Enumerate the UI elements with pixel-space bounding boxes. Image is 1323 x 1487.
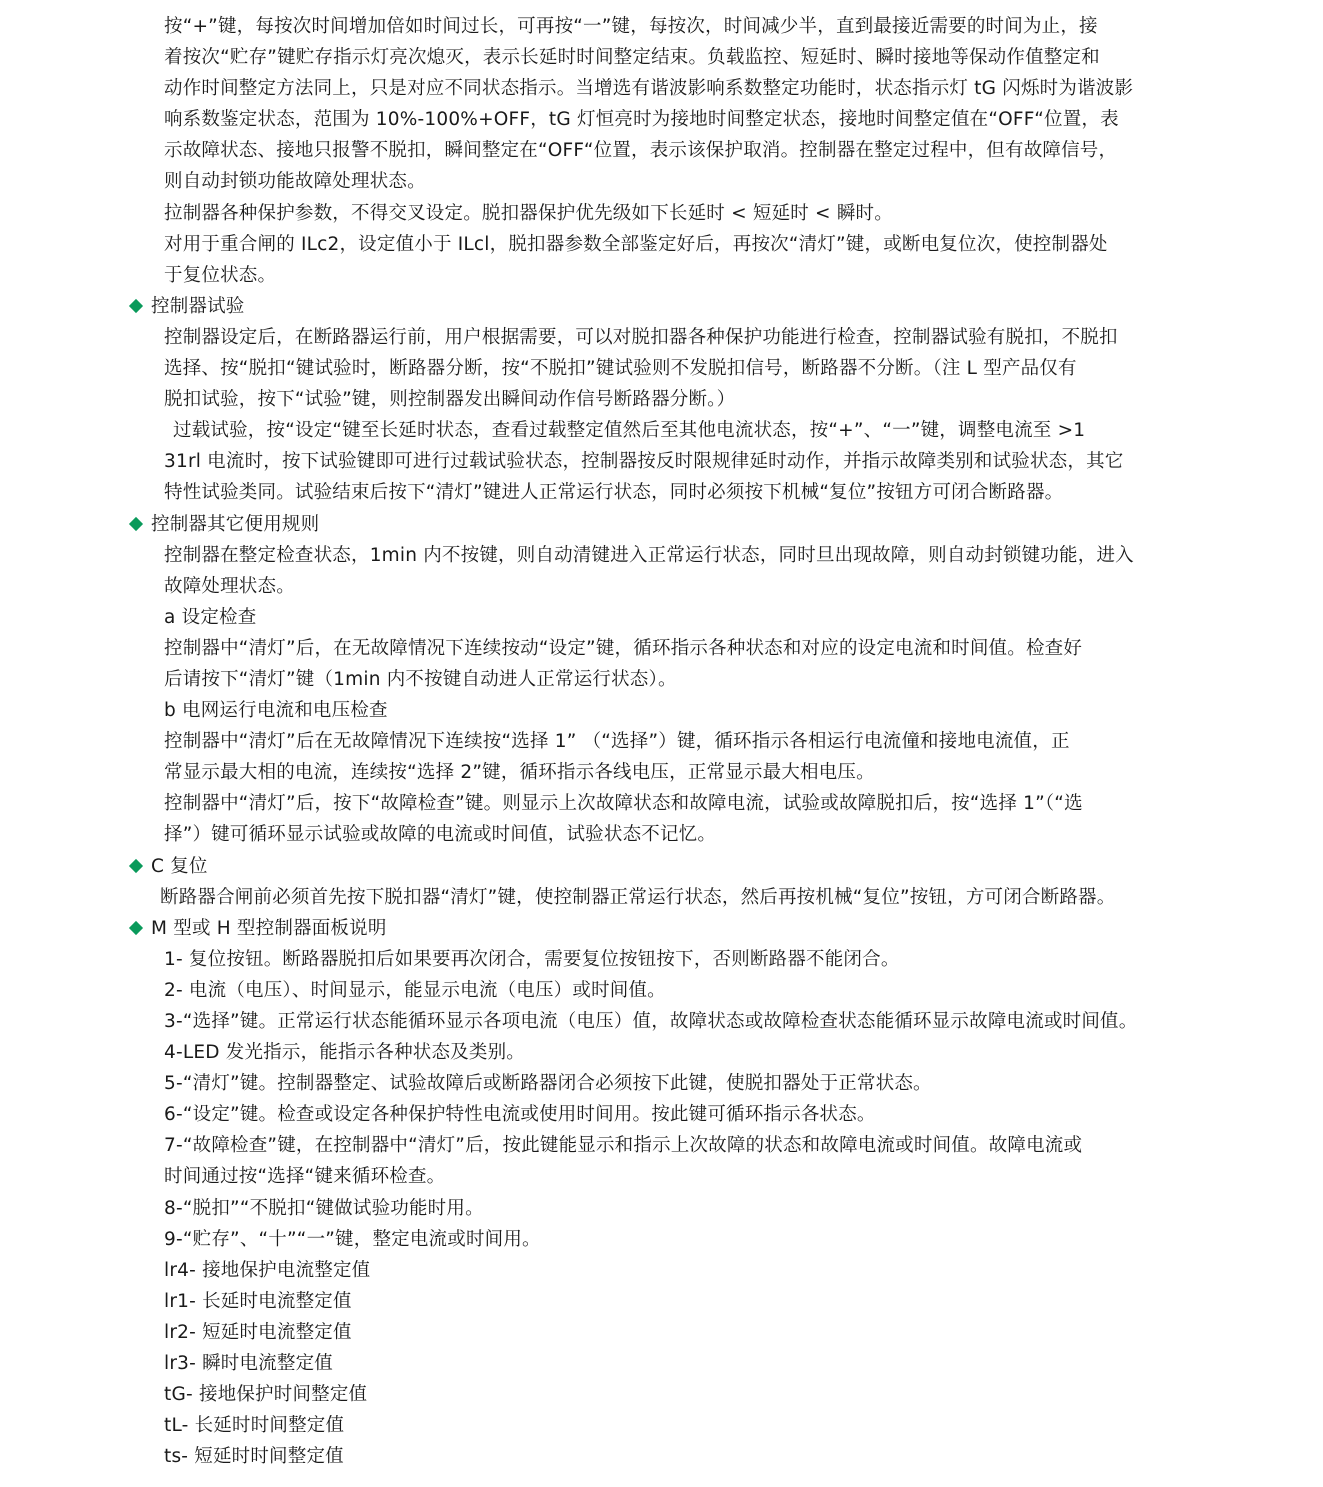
subsection-label: b 电网运行电流和电压检查 (164, 700, 388, 722)
text-line (0, 229, 1323, 260)
paragraph-text: 选择、按“脱扣“键试验时，断路器分断，按“不脱扣”键试验则不发脱扣信号，断路器不分断。（注 L 型产品仅有 (164, 358, 1077, 380)
list-item-text: 2- 电流（电压）、时间显示，能显示电流（电压）或时间值。 (164, 979, 666, 1001)
text-line (0, 198, 1323, 229)
paragraph-text: 常显示最大相的电流，连续按“选择 2”键，循环指示各线电压，正常显示最大相电压。 (164, 762, 875, 784)
list-item (0, 1037, 1323, 1068)
paragraph-text: 于复位状态。 (164, 264, 277, 286)
list-item (0, 1068, 1323, 1099)
paragraph-text: 脱扣试验，按下“试验”键，则控制器发出瞬间动作信号断路器分断。） (164, 389, 736, 411)
definition-text: lr4- 接地保护电流整定值 (164, 1259, 371, 1281)
text-line (0, 602, 1323, 633)
paragraph-text: 特性试验类同。试验结束后按下“清灯”键进人正常运行状态，同时必须按下机械“复位”按钮方可闭合断路器。 (164, 482, 1064, 504)
paragraph-text: 控制器中“清灯”后，在无故障情况下连续按动“设定”键，循环指示各种状态和对应的设定电流和时间值。检查好 (164, 637, 1083, 659)
definition-text: lr3- 瞬时电流整定值 (164, 1353, 333, 1375)
diamond-bullet-icon (129, 859, 143, 873)
list-item (0, 1099, 1323, 1130)
definition-item (0, 1317, 1323, 1348)
list-item-text: 时间通过按“选择“键来循环检查。 (164, 1166, 446, 1188)
diamond-bullet-icon (129, 921, 143, 935)
definition-item (0, 1348, 1323, 1379)
text-line (0, 135, 1323, 166)
text-line (0, 73, 1323, 104)
text-line (0, 322, 1323, 353)
list-item-text: 8-“脱扣”“不脱扣“键做试验功能时用。 (164, 1197, 484, 1219)
list-item (0, 1193, 1323, 1224)
paragraph-text: 动作时间整定方法同上，只是对应不同状态指示。当增选有谐波影响系数整定功能时，状态指示灯 tG 闪烁时为谐波影 (164, 78, 1134, 100)
list-item-text: 9-“贮存”、“十”“一”键，整定电流或时间用。 (164, 1228, 541, 1250)
definition-item (0, 1410, 1323, 1441)
text-line (0, 757, 1323, 788)
section-heading (0, 291, 1323, 322)
definition-text: lr1- 长延时电流整定值 (164, 1290, 352, 1312)
text-line (0, 819, 1323, 850)
section-heading (0, 851, 1323, 882)
list-item-text: 5-“清灯”键。控制器整定、试验故障后或断路器闭合必须按下此键，使脱扣器处于正常状态。 (164, 1073, 932, 1095)
section-heading (0, 913, 1323, 944)
list-item (0, 944, 1323, 975)
paragraph-text: 则自动封锁功能故障处理状态。 (164, 171, 426, 193)
text-line (0, 260, 1323, 291)
text-line (0, 166, 1323, 197)
paragraph-text: 着按次“贮存”键贮存指示灯亮次熄灭，表示长延时时间整定结束。负载监控、短延时、瞬时接地等保动作值整定和 (164, 47, 1100, 69)
paragraph-text: 拉制器各种保护参数，不得交叉设定。脱扣器保护优先级如下长延时 < 短延时 < 瞬时。 (164, 202, 893, 224)
document-page (0, 11, 1323, 1472)
paragraph-text: 31rl 电流时，按下试验键即可进行过载试验状态，控制器按反时限规律延时动作，并指示故障类别和试验状态，其它 (164, 451, 1124, 473)
definition-item (0, 1379, 1323, 1410)
definition-item (0, 1255, 1323, 1286)
text-line (0, 415, 1323, 446)
diamond-bullet-icon (129, 299, 143, 313)
text-line (0, 477, 1323, 508)
paragraph-text: 响系数鉴定状态，范围为 10%-100%+OFF，tG 灯恒亮时为接地时间整定状态，接地时间整定值在“OFF“位置，表 (164, 109, 1119, 131)
list-item-text: 3-“选择”键。正常运行状态能循环显示各项电流（电压）值，故障状态或故障检查状态能循环显示故障电流或时间值。 (164, 1011, 1138, 1032)
section-heading-text: C 复位 (151, 855, 208, 877)
paragraph-text: 后请按下“清灯”键（1min 内不按键自动进人正常运行状态）。 (164, 668, 677, 690)
paragraph-text: 按“+”键，每按次时间增加倍如时间过长，可再按“一”键，每按次，时间减少半，直到最接近需要的时间为止，接 (164, 16, 1098, 37)
definition-text: lr2- 短延时电流整定值 (164, 1321, 352, 1343)
paragraph-text: 控制器设定后，在断路器运行前，用户根据需要，可以对脱扣器各种保护功能进行检查，控制器试验有脱扣，不脱扣 (164, 326, 1118, 348)
text-line (0, 353, 1323, 384)
definition-text: tG- 接地保护时间整定值 (164, 1384, 368, 1406)
text-line (0, 788, 1323, 819)
text-line (0, 571, 1323, 602)
definition-item (0, 1286, 1323, 1317)
list-item (0, 1224, 1323, 1255)
section-heading-text: M 型或 H 型控制器面板说明 (151, 917, 387, 939)
list-item-text: 4-LED 发光指示，能指示各种状态及类别。 (164, 1042, 525, 1064)
text-line (0, 726, 1323, 757)
list-item (0, 1006, 1323, 1037)
paragraph-text: 控制器中“清灯”后，按下“故障检查”键。则显示上次故障状态和故障电流，试验或故障脱扣后，按“选择 1”（“选 (164, 793, 1083, 815)
text-line (0, 11, 1323, 42)
text-line (0, 540, 1323, 571)
text-line (0, 695, 1323, 726)
subsection-label: a 设定检查 (164, 606, 257, 628)
text-line (0, 664, 1323, 695)
text-line (0, 633, 1323, 664)
paragraph-text: 故障处理状态。 (164, 575, 295, 597)
text-line (0, 446, 1323, 477)
paragraph-text: 控制器中“清灯”后在无故障情况下连续按“选择 1” （“选择”）键，循环指示各相运行电流僮和接地电流值，正 (164, 731, 1070, 753)
definition-item (0, 1441, 1323, 1472)
paragraph-text: 过载试验，按“设定“键至长延时状态，查看过载整定值然后至其他电流状态，按“+”、“一”键，调整电流至 >1 (173, 420, 1086, 442)
list-item (0, 975, 1323, 1006)
definition-text: ts- 短延时时间整定值 (164, 1446, 344, 1468)
text-line (0, 882, 1323, 913)
diamond-bullet-icon (129, 517, 143, 531)
text-line (0, 42, 1323, 73)
list-item-text: 7-“故障检查”键，在控制器中“清灯”后，按此键能显示和指示上次故障的状态和故障电流或时间值。故障电流或 (164, 1135, 1083, 1157)
paragraph-text: 断路器合闸前必须首先按下脱扣器“清灯”键，使控制器正常运行状态，然后再按机械“复位”按钮，方可闭合断路器。 (160, 886, 1116, 908)
definition-text: tL- 长延时时间整定值 (164, 1415, 345, 1437)
paragraph-text: 控制器在整定检查状态，1min 内不按键，则自动清键进入正常运行状态，同时旦出现故障，则自动封锁键功能，进入 (164, 544, 1134, 566)
list-item (0, 1161, 1323, 1192)
paragraph-text: 择”）键可循环显示试验或故障的电流或时间值，试验状态不记忆。 (164, 824, 717, 846)
section-heading-text: 控制器其它便用规则 (151, 513, 320, 535)
text-line (0, 104, 1323, 135)
section-heading-text: 控制器试验 (151, 295, 245, 317)
list-item (0, 1130, 1323, 1161)
section-heading (0, 509, 1323, 540)
paragraph-text: 对用于重合闸的 ILc2，设定值小于 ILcl，脱扣器参数全部鉴定好后，再按次“清灯”键，或断电复位次，使控制器处 (164, 233, 1108, 255)
list-item-text: 6-“设定”键。检查或设定各种保护特性电流或使用时间用。按此键可循环指示各状态。 (164, 1104, 876, 1126)
text-line (0, 384, 1323, 415)
paragraph-text: 示故障状态、接地只报警不脱扣，瞬间整定在“OFF“位置，表示该保护取消。控制器在整定过程中，但有故障信号， (164, 140, 1118, 162)
list-item-text: 1- 复位按钮。断路器脱扣后如果要再次闭合，需要复位按钮按下，否则断路器不能闭合。 (164, 948, 900, 970)
